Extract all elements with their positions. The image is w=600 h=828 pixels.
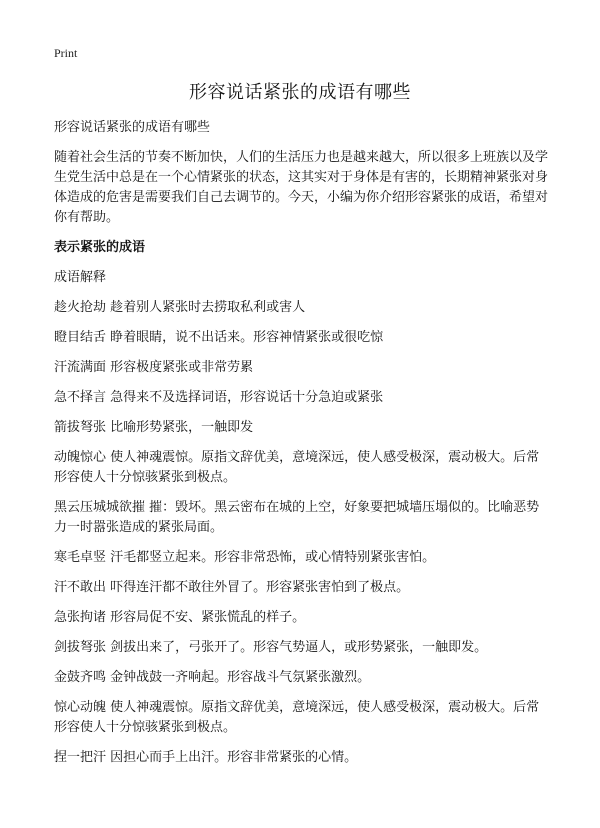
idiom-entry: 汗不敢出 吓得连汗都不敢往外冒了。形容紧张害怕到了极点。 [54, 580, 410, 595]
document-body [54, 118, 550, 778]
idiom-entry: 瞪目结舌 睁着眼睛，说不出话来。形容神情紧张或很吃惊 [54, 330, 384, 345]
idiom-entry: 寒毛卓竖 汗毛都竖立起来。形容非常恐怖，或心情特别紧张害怕。 [54, 550, 436, 565]
idiom-entry: 趁火抢劫 趁着别人紧张时去捞取私利或害人 [54, 300, 306, 315]
idiom-entry: 惊心动魄 使人神魂震惊。原指文辞优美，意境深远，使人感受极深，震动极大。后常形容使人十分惊骇紧张到极点。 [54, 700, 540, 735]
subtitle: 形容说话紧张的成语有哪些 [54, 120, 211, 135]
idiom-entry: 剑拔弩张 剑拔出来了，弓张开了。形容气势逼人，或形势紧张，一触即发。 [54, 640, 488, 655]
section-heading: 表示紧张的成语 [54, 240, 146, 255]
idiom-entry: 箭拔弩张 比喻形势紧张，一触即发 [54, 420, 254, 435]
idiom-entry: 黑云压城城欲摧 摧：毁坏。黑云密布在城的上空，好象要把城墙压塌似的。比喻恶势力一时嚣张造成的紧张局面。 [54, 500, 540, 535]
idiom-entry: 捏一把汗 因担心而手上出汗。形容非常紧张的心情。 [54, 750, 358, 765]
idiom-entry: 金鼓齐鸣 金钟战鼓一齐响起。形容战斗气氛紧张激烈。 [54, 670, 371, 685]
idiom-entry: 急不择言 急得来不及选择词语，形容说话十分急迫或紧张 [54, 390, 384, 405]
idiom-entry: 急张拘诸 形容局促不安、紧张慌乱的样子。 [54, 610, 306, 625]
intro-paragraph: 随着社会生活的节奏不断加快，人们的生活压力也是越来越大，所以很多上班族以及学生党生活中总是在一个心情紧张的状态，这其实对于身体是有害的，长期精神紧张对身体造成的危害是需要我们自己去调节的。今天，小编为你介绍形容紧张的成语，希望对你有帮助。 [54, 150, 549, 225]
print-label: Print [54, 46, 78, 60]
explain-label: 成语解释 [54, 270, 107, 285]
idiom-entry: 汗流满面 形容极度紧张或非常劳累 [54, 360, 254, 375]
idiom-entry: 动魄惊心 使人神魂震惊。原指文辞优美，意境深远，使人感受极深，震动极大。后常形容使人十分惊骇紧张到极点。 [54, 450, 540, 485]
page-title: 形容说话紧张的成语有哪些 [189, 82, 411, 103]
